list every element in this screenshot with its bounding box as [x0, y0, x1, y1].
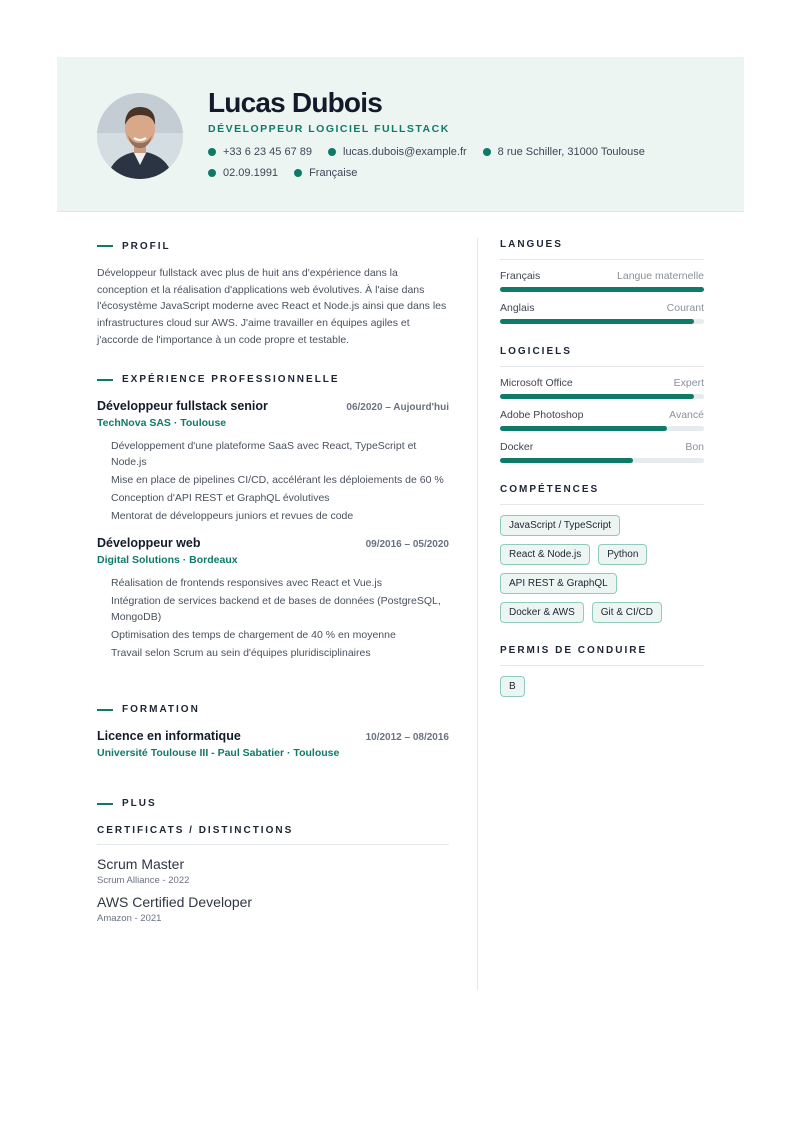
bullet-dot-icon [483, 148, 491, 156]
language-name: Anglais [500, 302, 535, 314]
section-heading-license: PERMIS DE CONDUIRE [500, 645, 704, 666]
software-name: Microsoft Office [500, 377, 573, 389]
right-column [500, 239, 704, 697]
full-name: Lucas Dubois [208, 87, 382, 118]
heading-text: PLUS [122, 798, 157, 810]
list-item: Intégration de services backend et de bases de données (PostgreSQL, MongoDB) [111, 594, 441, 624]
job-title: Développeur web [97, 535, 201, 550]
level-bar-fill [500, 287, 704, 292]
job-company: TechNova SAS · Toulouse [97, 416, 227, 429]
language-item [500, 270, 704, 292]
job-entry [97, 399, 449, 525]
skill-chip: Docker & AWS [500, 602, 584, 623]
cert-entry [97, 894, 449, 924]
bullet-dot-icon [208, 148, 216, 156]
left-column [97, 239, 449, 924]
job-date: 09/2016 – 05/2020 [365, 538, 449, 550]
profile-photo [97, 93, 183, 179]
language-name: Français [500, 270, 541, 282]
level-bar-fill [500, 426, 667, 431]
language-level: Langue maternelle [617, 270, 704, 282]
job-bullets [97, 575, 449, 662]
contact-row-1 [208, 146, 645, 158]
software-level: Bon [685, 441, 704, 453]
cert-issuer: Amazon - 2021 [97, 912, 162, 924]
school-name: Université Toulouse III - Paul Sabatier · Toulouse [97, 746, 340, 759]
profile-text: Développeur fullstack avec plus de huit ans d'expérience dans la conception et la réalisation d'applications web évolutives. À l'aise dans l'écosystème JavaScript moderne avec React et Node.js ainsi que dans les infrastructures cloud sur AWS. J'aime travailler en équipes agiles et j'accorde de l'importance à un code propre et testable. [97, 267, 447, 346]
skill-chips [500, 573, 704, 594]
skill-chip: Python [598, 544, 647, 565]
language-item [500, 302, 704, 324]
skill-chip: API REST & GraphQL [500, 573, 617, 594]
heading-dash [97, 245, 113, 247]
level-bar [500, 458, 704, 463]
heading-dash [97, 803, 113, 805]
nationality-text: Française [309, 167, 358, 179]
skill-chip: Git & CI/CD [592, 602, 662, 623]
list-item: Optimisation des temps de chargement de 40 % en moyenne [111, 629, 396, 642]
level-bar [500, 426, 704, 431]
column-divider [477, 238, 478, 990]
skill-chip: JavaScript / TypeScript [500, 515, 620, 536]
education-date: 10/2012 – 08/2016 [365, 731, 449, 743]
job-company: Digital Solutions · Bordeaux [97, 553, 238, 566]
heading-text: PROFIL [122, 240, 171, 252]
section-heading-profile [97, 239, 449, 253]
certs-heading: CERTIFICATS / DISTINCTIONS [97, 825, 449, 845]
education-entry [97, 729, 449, 759]
cert-issuer: Scrum Alliance - 2022 [97, 874, 190, 886]
license-chip: B [500, 676, 525, 697]
skill-chips [500, 602, 704, 623]
contact-row-2 [208, 167, 645, 179]
skill-chip: React & Node.js [500, 544, 590, 565]
section-heading-software: LOGICIELS [500, 346, 704, 367]
list-item: Réalisation de frontends responsives avec React et Vue.js [111, 576, 383, 589]
list-item: Travail selon Scrum au sein d'équipes pluridisciplinaires [111, 647, 371, 660]
heading-dash [97, 709, 113, 711]
list-item: Mise en place de pipelines CI/CD, accélérant les déploiements de 60 % [111, 474, 444, 487]
email [328, 146, 467, 158]
level-bar-fill [500, 319, 694, 324]
software-item [500, 377, 704, 399]
software-name: Docker [500, 441, 534, 453]
job-date: 06/2020 – Aujourd'hui [346, 401, 449, 413]
bullet-dot-icon [294, 169, 302, 177]
heading-text: FORMATION [122, 704, 200, 716]
level-bar [500, 394, 704, 399]
software-level: Expert [673, 377, 704, 389]
software-level: Avancé [669, 409, 704, 421]
language-level: Courant [666, 302, 704, 314]
list-item: Mentorat de développeurs juniors et revues de code [111, 510, 354, 523]
job-bullets [97, 438, 449, 525]
section-heading-languages: LANGUES [500, 239, 704, 260]
nationality [294, 167, 357, 179]
level-bar [500, 287, 704, 292]
software-name: Adobe Photoshop [500, 409, 584, 421]
section-heading-experience [97, 373, 449, 387]
resume-page [57, 57, 744, 1002]
birthdate-text: 02.09.1991 [223, 167, 279, 179]
address-text: 8 rue Schiller, 31000 Toulouse [497, 146, 645, 158]
cert-name: Scrum Master [97, 855, 185, 872]
job-entry [97, 536, 449, 662]
heading-text: EXPÉRIENCE PROFESSIONNELLE [122, 374, 340, 386]
degree-title: Licence en informatique [97, 728, 241, 743]
cert-name: AWS Certified Developer [97, 893, 253, 910]
bullet-dot-icon [328, 148, 336, 156]
job-title: Développeur fullstack senior [97, 398, 268, 413]
list-item: Conception d'API REST et GraphQL évolutives [111, 492, 330, 505]
level-bar-fill [500, 458, 633, 463]
software-item [500, 409, 704, 431]
level-bar [500, 319, 704, 324]
section-heading-skills: COMPÉTENCES [500, 484, 704, 505]
section-heading-more [97, 797, 449, 811]
address [483, 146, 645, 158]
software-item [500, 441, 704, 463]
cert-entry [97, 856, 449, 886]
resume-header [57, 57, 744, 212]
bullet-dot-icon [208, 169, 216, 177]
phone [208, 146, 312, 158]
list-item: Développement d'une plateforme SaaS avec React, TypeScript et Node.js [111, 439, 417, 469]
level-bar-fill [500, 394, 694, 399]
heading-dash [97, 379, 113, 381]
phone-text: +33 6 23 45 67 89 [223, 146, 312, 158]
license-chips [500, 676, 704, 697]
section-heading-education [97, 703, 449, 717]
skill-chips [500, 544, 704, 565]
job-role: DÉVELOPPEUR LOGICIEL FULLSTACK [208, 123, 450, 135]
email-text: lucas.dubois@example.fr [343, 146, 467, 158]
skill-chips [500, 515, 704, 536]
birthdate [208, 167, 278, 179]
